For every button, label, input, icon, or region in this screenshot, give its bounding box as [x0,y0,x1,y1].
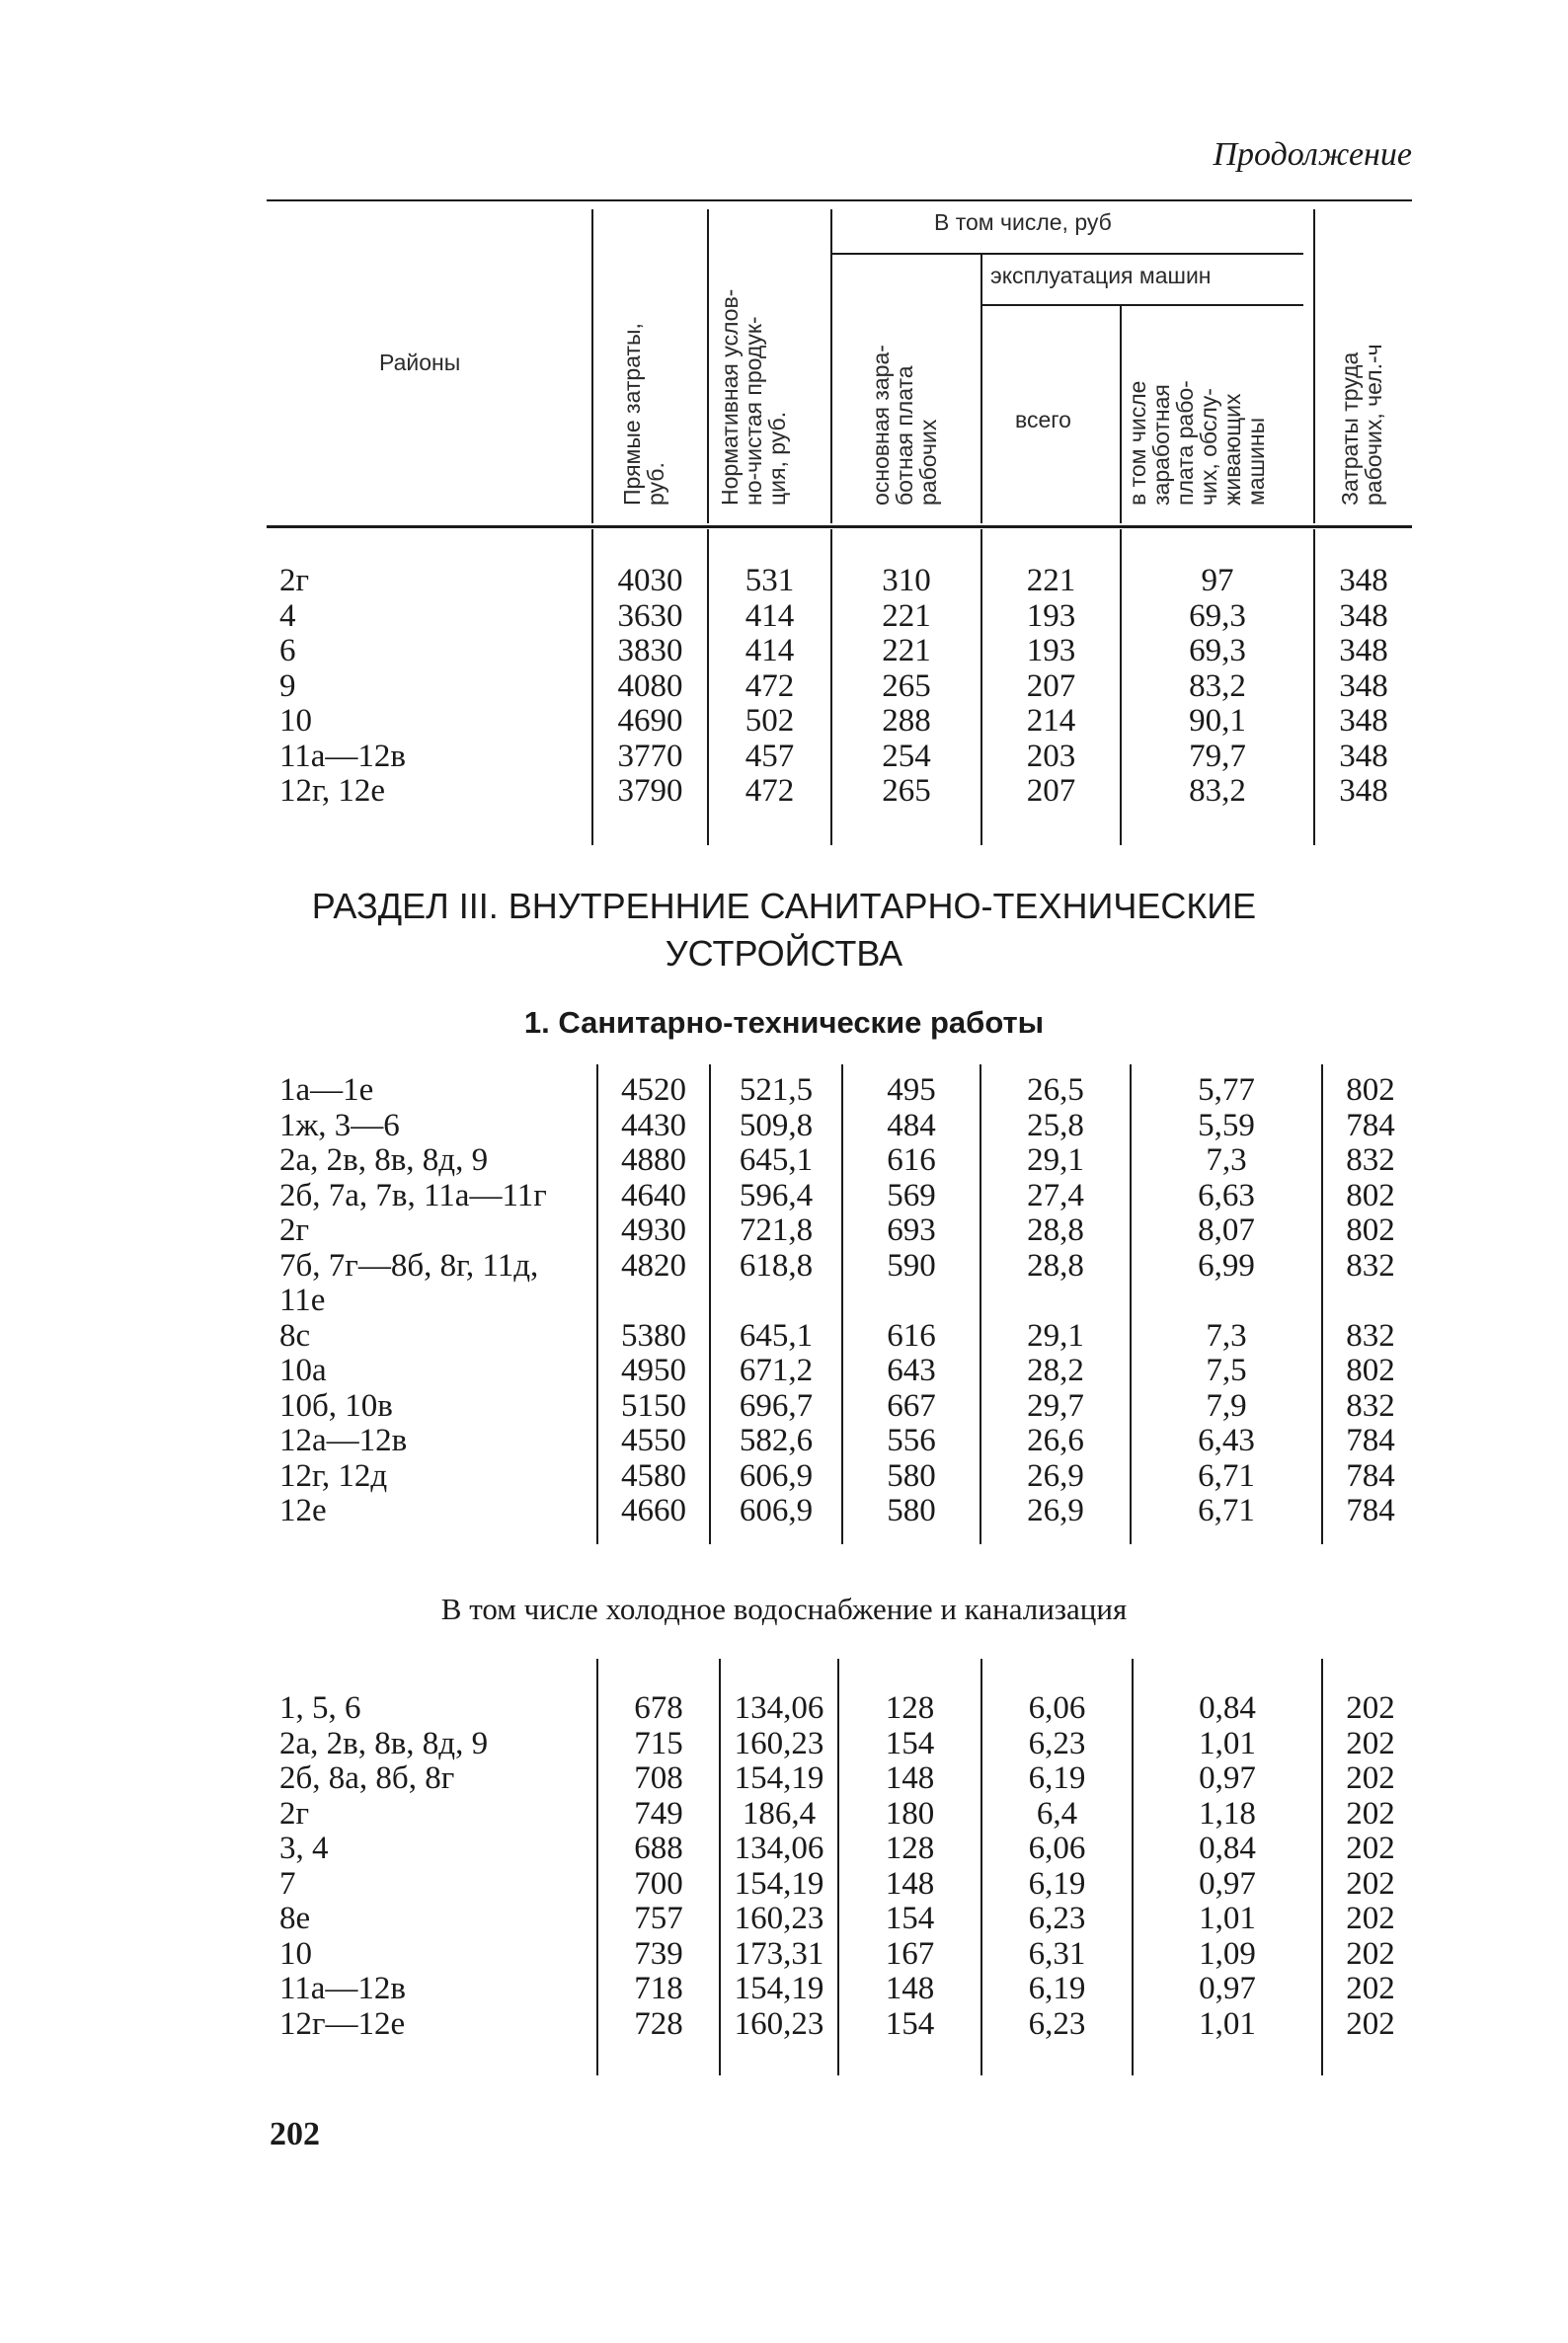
value-cell: 221 [1026,563,1076,598]
value-cell: 202 [1346,1760,1395,1796]
value-cell: 160,23 [734,1725,824,1761]
value-cell: 708 [634,1760,683,1796]
value-cell: 715 [634,1725,683,1761]
header-normative: Нормативная услов- но-чистая продук- ция, руб. [717,288,790,506]
table-row [0,703,1568,739]
value-cell: 83,2 [1189,773,1246,809]
value-cell: 7,5 [1206,1353,1247,1388]
district-cell: 10а [279,1353,327,1388]
table-row [0,1072,1568,1108]
header-including: В том числе, руб [934,209,1112,235]
table-row [0,1901,1568,1936]
value-cell: 6,71 [1198,1457,1255,1494]
section-title-line-2: УСТРОЙСТВА [665,933,903,974]
value-cell: 26,5 [1027,1072,1084,1108]
table-row [0,633,1568,668]
value-cell: 4030 [617,563,683,598]
value-cell: 718 [634,1971,683,2006]
district-cell: 12а—12в [279,1423,408,1458]
table-row [0,739,1568,774]
district-cell: 1а—1е [279,1072,374,1108]
value-cell: 645,1 [739,1142,814,1178]
value-cell: 502 [745,703,795,739]
value-cell: 688 [634,1831,683,1866]
value-cell: 509,8 [739,1107,814,1143]
value-cell: 749 [634,1795,683,1832]
table-row [0,668,1568,704]
machine-underline [982,304,1303,306]
value-cell: 531 [745,563,795,598]
value-cell: 1,01 [1199,1725,1256,1761]
district-cell: 1, 5, 6 [279,1690,361,1726]
value-cell: 28,2 [1027,1353,1084,1388]
value-cell: 0,97 [1199,1865,1256,1902]
district-cell: 7б, 7г—8б, 8г, 11д, [279,1247,539,1284]
value-cell: 693 [887,1212,936,1248]
value-cell: 148 [885,1865,935,1902]
value-cell: 4690 [617,703,683,739]
value-cell: 25,8 [1027,1107,1084,1143]
header-total: всего [1015,407,1071,432]
value-cell: 484 [887,1107,936,1143]
value-cell: 3790 [617,773,683,809]
value-cell: 678 [634,1690,683,1726]
value-cell: 832 [1346,1317,1395,1354]
value-cell: 802 [1346,1177,1395,1213]
value-cell: 128 [885,1690,935,1726]
district-cell: 7 [279,1865,296,1902]
value-cell: 202 [1346,1795,1395,1832]
value-cell: 221 [882,633,931,668]
value-cell: 0,97 [1199,1760,1256,1796]
district-cell: 12г—12е [279,2005,406,2042]
table-row [0,1178,1568,1213]
value-cell: 83,2 [1189,667,1246,704]
value-cell: 348 [1339,703,1388,739]
value-cell: 310 [882,563,931,598]
value-cell: 288 [882,703,931,739]
value-cell: 6,43 [1198,1423,1255,1458]
table-row [0,1760,1568,1796]
value-cell: 29,7 [1027,1387,1084,1424]
district-cell: 12г, 12д [279,1457,388,1494]
value-cell: 6,4 [1036,1795,1078,1832]
district-cell: 2г [279,563,310,598]
value-cell: 265 [882,773,931,809]
continuation-label: Продолжение [1213,136,1412,173]
value-cell: 556 [887,1423,936,1458]
value-cell: 6,63 [1198,1177,1255,1213]
value-cell: 160,23 [734,1901,824,1936]
value-cell: 4930 [621,1212,686,1248]
value-cell: 8,07 [1198,1212,1255,1248]
value-cell: 590 [887,1247,936,1284]
value-cell: 4950 [621,1353,686,1388]
header-bottom-rule [267,525,1412,528]
hdr-vline-4 [980,255,982,523]
value-cell: 6,06 [1028,1831,1086,1866]
district-cell: 11а—12в [279,1971,407,2006]
page-number: 202 [270,2116,320,2152]
hdr-vline-1 [591,209,593,523]
value-cell: 26,9 [1027,1493,1084,1528]
table-row [0,1726,1568,1761]
value-cell: 618,8 [739,1247,814,1284]
value-cell: 7,3 [1206,1317,1247,1354]
value-cell: 414 [745,633,795,668]
district-cell: 2б, 8а, 8б, 8г [279,1760,455,1796]
value-cell: 148 [885,1971,935,2006]
value-cell: 6,23 [1028,1725,1086,1761]
value-cell: 202 [1346,1901,1395,1936]
value-cell: 5,77 [1198,1072,1255,1108]
district-cell: 3, 4 [279,1831,329,1866]
value-cell: 69,3 [1189,597,1246,634]
header-base-salary: основная зара- ботная плата рабочих [868,345,941,506]
value-cell: 1,01 [1199,2005,1256,2042]
value-cell: 0,97 [1199,1971,1256,2006]
hdr-vline-5 [1120,306,1122,523]
value-cell: 180 [885,1795,935,1832]
header-machine-salary: в том числе заработная плата рабо- чих, обслу- живающих машины [1125,380,1269,506]
district-cell: 2г [279,1795,310,1832]
value-cell: 521,5 [739,1072,814,1108]
district-cell: 10 [279,1935,312,1972]
value-cell: 6,23 [1028,1901,1086,1936]
table-row [0,2006,1568,2042]
value-cell: 802 [1346,1072,1395,1108]
value-cell: 495 [887,1072,936,1108]
value-cell: 348 [1339,563,1388,598]
value-cell: 569 [887,1177,936,1213]
value-cell: 457 [745,738,795,774]
district-cell: 12е [279,1493,327,1528]
value-cell: 79,7 [1189,738,1246,774]
value-cell: 4660 [621,1493,686,1528]
value-cell: 7,9 [1206,1387,1247,1424]
table-row [0,1493,1568,1528]
value-cell: 207 [1026,667,1076,704]
value-cell: 784 [1346,1493,1395,1528]
value-cell: 721,8 [739,1212,814,1248]
value-cell: 203 [1026,738,1076,774]
district-cell: 12г, 12е [279,773,385,809]
value-cell: 154,19 [734,1760,824,1796]
value-cell: 193 [1026,597,1076,634]
value-cell: 616 [887,1142,936,1178]
value-cell: 757 [634,1901,683,1936]
value-cell: 5150 [621,1387,686,1424]
value-cell: 596,4 [739,1177,814,1213]
including-underline [832,253,1303,255]
value-cell: 348 [1339,738,1388,774]
table-row [0,1283,1568,1318]
table-row [0,1108,1568,1143]
value-cell: 472 [745,773,795,809]
value-cell: 4880 [621,1142,686,1178]
table-row [0,1831,1568,1866]
header-machine-operation: эксплуатация машин [990,263,1212,288]
value-cell: 26,6 [1027,1423,1084,1458]
value-cell: 173,31 [734,1935,824,1972]
value-cell: 5380 [621,1317,686,1354]
value-cell: 802 [1346,1212,1395,1248]
value-cell: 202 [1346,1725,1395,1761]
table-row [0,1796,1568,1832]
section-title-line-1: РАЗДЕЛ III. ВНУТРЕННИЕ САНИТАРНО-ТЕХНИЧЕСКИЕ [311,886,1257,926]
value-cell: 97 [1201,563,1234,598]
value-cell: 160,23 [734,2005,824,2042]
district-cell: 2б, 7а, 7в, 11а—11г [279,1177,547,1213]
value-cell: 606,9 [739,1457,814,1494]
value-cell: 3830 [617,633,683,668]
value-cell: 128 [885,1831,935,1866]
table-row [0,1936,1568,1972]
value-cell: 784 [1346,1423,1395,1458]
value-cell: 214 [1026,703,1076,739]
value-cell: 202 [1346,1831,1395,1866]
subsection-1-title: 1. Санитарно-технические работы [523,1005,1045,1040]
table-row [0,598,1568,634]
value-cell: 4640 [621,1177,686,1213]
value-cell: 582,6 [739,1423,814,1458]
value-cell: 5,59 [1198,1107,1255,1143]
value-cell: 728 [634,2005,683,2042]
value-cell: 4520 [621,1072,686,1108]
district-cell: 10б, 10в [279,1387,393,1424]
value-cell: 28,8 [1027,1247,1084,1284]
value-cell: 134,06 [734,1690,824,1726]
value-cell: 6,31 [1028,1935,1086,1972]
value-cell: 27,4 [1027,1177,1084,1213]
value-cell: 606,9 [739,1493,814,1528]
value-cell: 154,19 [734,1971,824,2006]
value-cell: 696,7 [739,1387,814,1424]
value-cell: 29,1 [1027,1317,1084,1354]
table-row [0,563,1568,598]
value-cell: 193 [1026,633,1076,668]
value-cell: 202 [1346,1935,1395,1972]
value-cell: 69,3 [1189,633,1246,668]
table-row [0,1248,1568,1284]
value-cell: 90,1 [1189,703,1246,739]
value-cell: 414 [745,597,795,634]
value-cell: 739 [634,1935,683,1972]
value-cell: 784 [1346,1457,1395,1494]
district-cell: 2а, 2в, 8в, 8д, 9 [279,1142,489,1178]
value-cell: 265 [882,667,931,704]
value-cell: 207 [1026,773,1076,809]
value-cell: 6,71 [1198,1493,1255,1528]
value-cell: 1,18 [1199,1795,1256,1832]
value-cell: 154,19 [734,1865,824,1902]
value-cell: 202 [1346,1690,1395,1726]
value-cell: 154 [885,1725,935,1761]
value-cell: 0,84 [1199,1831,1256,1866]
value-cell: 4080 [617,667,683,704]
value-cell: 202 [1346,1971,1395,2006]
value-cell: 29,1 [1027,1142,1084,1178]
district-cell: 4 [279,597,296,634]
value-cell: 6,06 [1028,1690,1086,1726]
value-cell: 832 [1346,1247,1395,1284]
value-cell: 671,2 [739,1353,814,1388]
hdr-vline-3 [830,209,832,523]
value-cell: 1,09 [1199,1935,1256,1972]
table-top-rule [267,199,1412,201]
value-cell: 1,01 [1199,1901,1256,1936]
value-cell: 784 [1346,1107,1395,1143]
value-cell: 6,19 [1028,1760,1086,1796]
value-cell: 26,9 [1027,1457,1084,1494]
district-cell: 10 [279,703,312,739]
value-cell: 254 [882,738,931,774]
table-row [0,1971,1568,2006]
value-cell: 154 [885,2005,935,2042]
value-cell: 645,1 [739,1317,814,1354]
header-direct-costs: Прямые затраты, руб. [619,323,668,506]
district-cell: 8с [279,1317,311,1354]
value-cell: 167 [885,1935,935,1972]
value-cell: 6,99 [1198,1247,1255,1284]
value-cell: 832 [1346,1142,1395,1178]
district-cell: 2г [279,1212,310,1248]
district-cell: 6 [279,633,296,668]
value-cell: 4820 [621,1247,686,1284]
value-cell: 186,4 [742,1795,817,1832]
district-cell: 2а, 2в, 8в, 8д, 9 [279,1725,489,1761]
value-cell: 134,06 [734,1831,824,1866]
value-cell: 616 [887,1317,936,1354]
header-labor: Затраты труда рабочих, чел.-ч [1337,344,1386,506]
hdr-vline-6 [1313,209,1315,523]
table-row [0,1866,1568,1902]
table-row [0,773,1568,809]
table-row [0,1212,1568,1248]
value-cell: 348 [1339,633,1388,668]
value-cell: 832 [1346,1387,1395,1424]
value-cell: 348 [1339,597,1388,634]
value-cell: 4580 [621,1457,686,1494]
value-cell: 148 [885,1760,935,1796]
district-cell: 9 [279,667,296,704]
district-cell: 11е [279,1283,326,1318]
value-cell: 0,84 [1199,1690,1256,1726]
value-cell: 348 [1339,773,1388,809]
value-cell: 6,19 [1028,1865,1086,1902]
value-cell: 348 [1339,667,1388,704]
table-row [0,1690,1568,1726]
value-cell: 6,19 [1028,1971,1086,2006]
table-row [0,1353,1568,1388]
value-cell: 4430 [621,1107,686,1143]
table-row [0,1318,1568,1354]
district-cell: 1ж, 3—6 [279,1107,400,1143]
table-row [0,1458,1568,1494]
table-row [0,1142,1568,1178]
district-cell: 8е [279,1901,311,1936]
district-cell: 11а—12в [279,738,407,774]
value-cell: 28,8 [1027,1212,1084,1248]
value-cell: 472 [745,667,795,704]
value-cell: 667 [887,1387,936,1424]
value-cell: 7,3 [1206,1142,1247,1178]
value-cell: 3770 [617,738,683,774]
value-cell: 154 [885,1901,935,1936]
value-cell: 202 [1346,1865,1395,1902]
value-cell: 580 [887,1493,936,1528]
value-cell: 4550 [621,1423,686,1458]
table-row [0,1388,1568,1424]
value-cell: 643 [887,1353,936,1388]
table-row [0,1423,1568,1458]
value-cell: 3630 [617,597,683,634]
header-districts: Районы [379,350,461,375]
subsection-2-title: В том числе холодное водоснабжение и канализация [440,1592,1128,1626]
value-cell: 700 [634,1865,683,1902]
value-cell: 202 [1346,2005,1395,2042]
value-cell: 802 [1346,1353,1395,1388]
value-cell: 6,23 [1028,2005,1086,2042]
value-cell: 221 [882,597,931,634]
hdr-vline-2 [707,209,709,523]
value-cell: 580 [887,1457,936,1494]
